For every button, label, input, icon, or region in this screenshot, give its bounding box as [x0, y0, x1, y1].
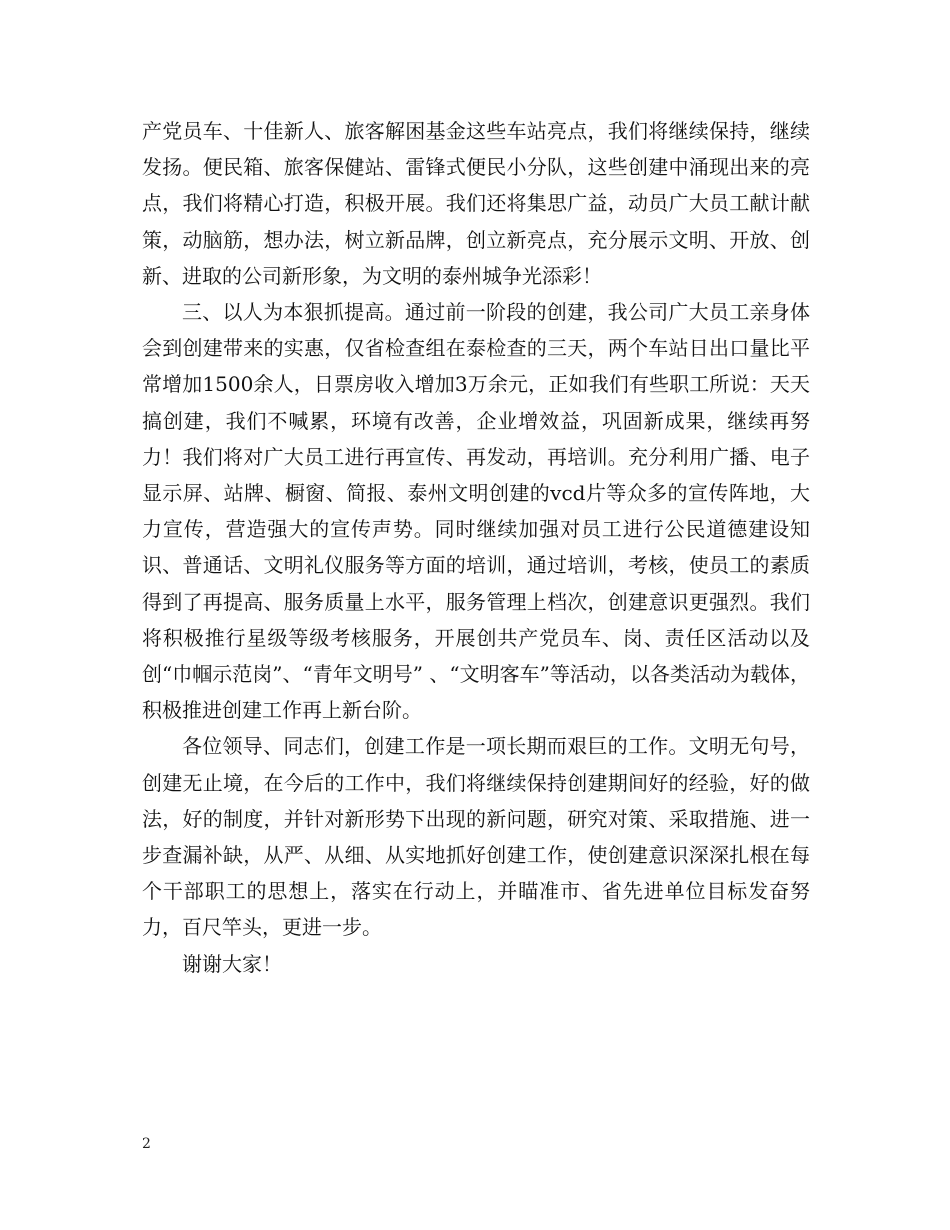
page-number: 2: [142, 1136, 151, 1152]
paragraph-people-oriented: 三、以人为本狠抓提高。通过前一阶段的创建，我公司广大员工亲身体会到创建带来的实惠，仅省检查组在泰检查的三天，两个车站日出口量比平常增加1500余人，日票房收入增加3万余元，正如我们有些职工所说：天天搞创建，我们不喊累，环境有改善，企业增效益，巩固新成果，继续再努力！我们将对广大员工进行再宣传、再发动，再培训。充分利用广播、电子显示屏、站牌、橱窗、简报、泰州文明创建的vcd片等众多的宣传阵地，大力宣传，营造强大的宣传声势。同时继续加强对员工进行公民道德建设知识、普通话、文明礼仪服务等方面的培训，通过培训，考核，使员工的素质得到了再提高、服务质量上水平，服务管理上档次，创建意识更强烈。我们将积极推行星级等级考核服务，开展创共产党员车、岗、责任区活动以及创“巾帼示范岗”、“青年文明号” 、“文明客车”等活动，以各类活动为载体，积极推进创建工作再上新台阶。: [142, 300, 810, 723]
paragraph-closing-remarks: 各位领导、同志们，创建工作是一项长期而艰巨的工作。文明无句号，创建无止境，在今后的工作中，我们将继续保持创建期间好的经验，好的做法，好的制度，并针对新形势下出现的新问题，研究对策、采取措施、进一步查漏补缺，从严、从细、从实地抓好创建工作，使创建意识深深扎根在每个干部职工的思想上，落实在行动上，并瞄准市、省先进单位目标发奋努力，百尺竿头，更进一步。: [142, 734, 810, 940]
paragraph-thanks: 谢谢大家！: [182, 951, 282, 976]
paragraph-continuation: 产党员车、十佳新人、旅客解困基金这些车站亮点，我们将继续保持，继续发扬。便民箱、旅客保健站、雷锋式便民小分队，这些创建中涌现出来的亮点，我们将精心打造，积极开展。我们还将集思广益，动员广大员工献计献策，动脑筋，想办法，树立新品牌，创立新亮点，充分展示文明、开放、创新、进取的公司新形象，为文明的泰州城争光添彩！: [142, 119, 810, 288]
body-text: [142, 113, 810, 982]
